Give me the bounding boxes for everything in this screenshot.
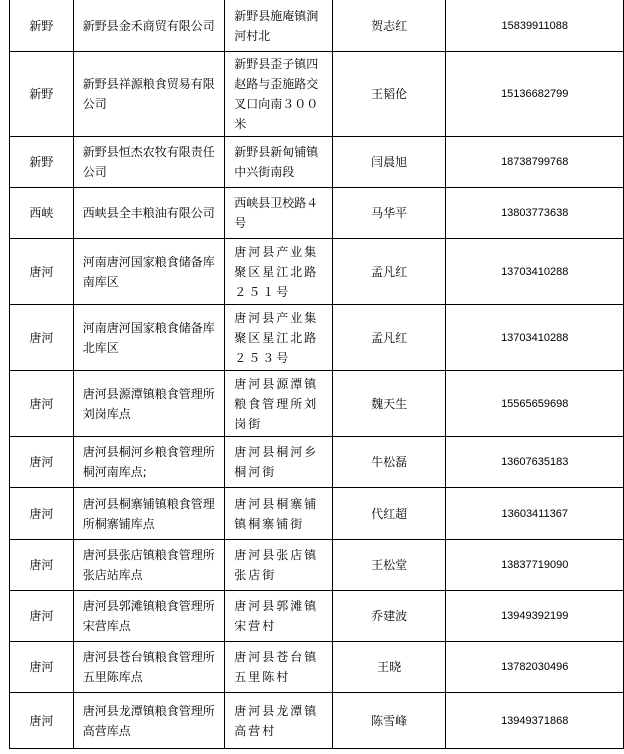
company-cell: 唐河县桐河乡粮食管理所桐河南库点; [73,437,224,488]
contact-cell: 王晓 [332,642,446,693]
table-row [10,0,624,52]
company-cell: 西峡县全丰粮油有限公司 [73,188,224,239]
phone-cell: 13949392199 [446,591,624,642]
company-cell: 新野县恒杰农牧有限责任公司 [73,137,224,188]
address-cell: 唐河县郭滩镇宋营村 [225,591,333,642]
phone-cell: 18738799768 [446,137,624,188]
contact-cell: 陈雪峰 [332,693,446,749]
company-cell: 唐河县桐寨铺镇粮食管理所桐寨铺库点 [73,488,224,540]
phone-cell: 13703410288 [446,305,624,371]
contact-cell: 魏天生 [332,371,446,437]
region-cell: 唐河 [10,591,74,642]
address-cell: 唐河县产业集聚区星江北路２５１号 [225,239,333,305]
region-cell: 唐河 [10,371,74,437]
table-row [10,488,624,540]
contact-cell: 牛松磊 [332,437,446,488]
phone-cell: 13803773638 [446,188,624,239]
phone-cell: 13837719090 [446,540,624,591]
address-cell: 新野县施庵镇涧河村北 [225,0,333,52]
table-row [10,52,624,137]
region-cell: 新野 [10,0,74,52]
region-cell: 唐河 [10,488,74,540]
address-cell: 唐河县龙潭镇高营村 [225,693,333,749]
table-row [10,693,624,749]
company-cell: 河南唐河国家粮食储备库南库区 [73,239,224,305]
phone-cell: 13607635183 [446,437,624,488]
table-row [10,137,624,188]
region-cell: 唐河 [10,642,74,693]
region-cell: 西峡 [10,188,74,239]
table-row [10,188,624,239]
grain-depot-table [9,0,624,749]
contact-cell: 孟凡红 [332,305,446,371]
contact-cell: 闫晨旭 [332,137,446,188]
contact-cell: 孟凡红 [332,239,446,305]
region-cell: 唐河 [10,305,74,371]
contact-cell: 乔建波 [332,591,446,642]
company-cell: 唐河县源潭镇粮食管理所刘岗库点 [73,371,224,437]
phone-cell: 13703410288 [446,239,624,305]
address-cell: 唐河县苍台镇五里陈村 [225,642,333,693]
contact-cell: 王松堂 [332,540,446,591]
address-cell: 新野县新甸铺镇中兴街南段 [225,137,333,188]
address-cell: 唐河县源潭镇粮食管理所刘岗街 [225,371,333,437]
table-row [10,437,624,488]
contact-cell: 贺志红 [332,0,446,52]
contact-cell: 代红超 [332,488,446,540]
region-cell: 唐河 [10,437,74,488]
region-cell: 唐河 [10,540,74,591]
phone-cell: 15839911088 [446,0,624,52]
address-cell: 新野县歪子镇四赵路与歪施路交叉口向南３００米 [225,52,333,137]
table-row [10,371,624,437]
address-cell: 唐河县桐河乡桐河街 [225,437,333,488]
phone-cell: 13782030496 [446,642,624,693]
table-body [10,0,624,749]
region-cell: 唐河 [10,693,74,749]
company-cell: 唐河县龙潭镇粮食管理所高营库点 [73,693,224,749]
company-cell: 唐河县苍台镇粮食管理所五里陈库点 [73,642,224,693]
phone-cell: 15565659698 [446,371,624,437]
table-row [10,642,624,693]
company-cell: 河南唐河国家粮食储备库北库区 [73,305,224,371]
table-row [10,540,624,591]
address-cell: 唐河县张店镇张店街 [225,540,333,591]
address-cell: 西峡县卫校路４号 [225,188,333,239]
table-row [10,305,624,371]
table-row [10,591,624,642]
company-cell: 新野县金禾商贸有限公司 [73,0,224,52]
region-cell: 新野 [10,137,74,188]
phone-cell: 15136682799 [446,52,624,137]
address-cell: 唐河县桐寨铺镇桐寨铺街 [225,488,333,540]
company-cell: 唐河县张店镇粮食管理所张店站库点 [73,540,224,591]
phone-cell: 13949371868 [446,693,624,749]
contact-cell: 王韬伦 [332,52,446,137]
table-row [10,239,624,305]
region-cell: 新野 [10,52,74,137]
company-cell: 新野县祥源粮食贸易有限公司 [73,52,224,137]
region-cell: 唐河 [10,239,74,305]
company-cell: 唐河县郭滩镇粮食管理所宋营库点 [73,591,224,642]
phone-cell: 13603411367 [446,488,624,540]
contact-cell: 马华平 [332,188,446,239]
address-cell: 唐河县产业集聚区星江北路２５３号 [225,305,333,371]
